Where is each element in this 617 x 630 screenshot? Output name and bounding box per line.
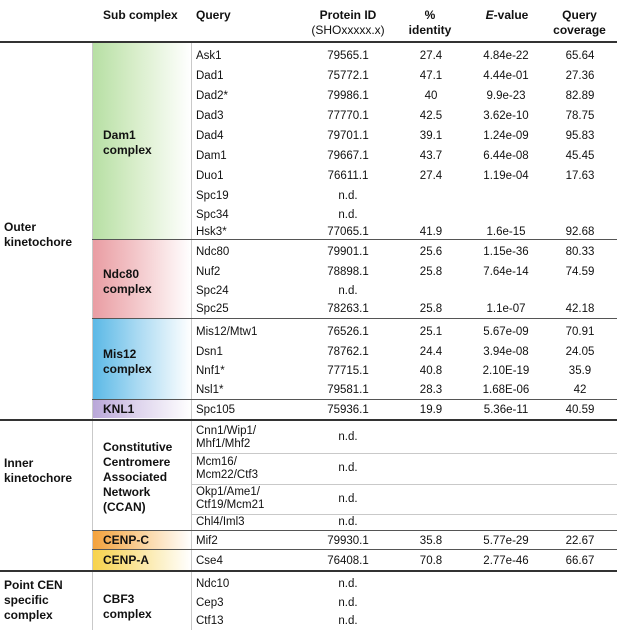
cell-protein-id: n.d.	[338, 577, 358, 590]
cell-coverage: 27.36	[565, 69, 595, 82]
cell-identity: 28.3	[419, 383, 443, 396]
cell-protein-id: n.d.	[338, 492, 358, 505]
cell-evalue: 4.44e-01	[483, 69, 529, 82]
cell-query: Spc25	[196, 303, 229, 315]
cell-evalue: 1.68E-06	[482, 383, 530, 396]
cell-query: Ask1	[196, 49, 222, 62]
cell-query: Mif2	[196, 534, 218, 547]
cell-evalue: 7.64e-14	[483, 265, 529, 278]
cell-query: Hsk3*	[196, 225, 227, 238]
cell-coverage: 45.45	[565, 149, 595, 162]
header-protein-id-label: Protein ID	[319, 8, 377, 22]
divider-knl1	[92, 399, 617, 400]
cell-query: Spc34	[196, 209, 229, 221]
cell-query: Dad2*	[196, 89, 228, 102]
cell-query: Ctf13	[196, 615, 224, 627]
cell-identity: 25.6	[419, 246, 443, 258]
cell-coverage: 42.18	[565, 303, 595, 315]
cell-protein-id: 75936.1	[327, 404, 369, 416]
header-query: Query	[196, 8, 231, 22]
cell-query: Duo1	[196, 169, 224, 182]
cell-query: Dam1	[196, 149, 227, 162]
cell-protein-id: 76611.1	[327, 169, 369, 182]
subcomplex-ccan: Constitutive Centromere Associated Network (CCAN)	[103, 440, 173, 514]
subcomplex-cbf3: CBF3 complex	[103, 592, 152, 621]
cell-query: Cse4	[196, 555, 223, 567]
subcomplex-ndc80: Ndc80 complex	[103, 267, 152, 296]
cell-identity: 41.9	[419, 225, 443, 238]
divider-cenp-a	[92, 549, 617, 550]
cell-query: Cep3	[196, 597, 224, 609]
cell-evalue: 5.77e-29	[483, 534, 529, 547]
cell-evalue: 1.24e-09	[483, 129, 529, 142]
subcomplex-cenp-c: CENP-C	[103, 533, 150, 547]
cell-identity: 40	[424, 89, 438, 102]
divider-ndc80	[92, 239, 617, 240]
cell-query: Spc24	[196, 285, 229, 297]
cell-coverage: 70.91	[565, 325, 595, 338]
cell-query: Chl4/Iml3	[196, 515, 245, 528]
cell-evalue: 6.44e-08	[483, 149, 529, 162]
header-evalue-rest: -value	[493, 8, 529, 22]
cell-identity: 40.8	[419, 365, 443, 377]
cell-protein-id: 78762.1	[327, 345, 369, 358]
cell-evalue: 3.62e-10	[483, 109, 529, 122]
cell-protein-id: 79565.1	[327, 49, 369, 62]
row-divider	[192, 453, 617, 454]
cell-identity: 70.8	[419, 555, 443, 567]
cell-query: Dsn1	[196, 345, 223, 358]
col-divider-group	[92, 43, 93, 630]
divider-cenp-c	[92, 530, 617, 531]
divider-outer-inner	[0, 419, 617, 421]
header-identity: % identity	[408, 8, 452, 37]
row-divider	[192, 484, 617, 485]
cell-coverage: 74.59	[565, 265, 595, 278]
cell-query: Nsl1*	[196, 383, 224, 396]
cell-query: Mis12/Mtw1	[196, 325, 258, 338]
group-point-cen: Point CEN specific complex	[4, 578, 63, 622]
subcomplex-dam1: Dam1 complex	[103, 128, 152, 157]
cell-query: Okp1/Ame1/ Ctf19/Mcm21	[196, 486, 265, 511]
cell-evalue: 5.67e-09	[483, 325, 529, 338]
cell-identity: 19.9	[419, 404, 443, 416]
cell-protein-id: 75772.1	[327, 69, 369, 82]
cell-protein-id: 79667.1	[327, 149, 369, 162]
col-divider-subcomplex	[191, 43, 192, 630]
cell-evalue: 2.77e-46	[483, 555, 529, 567]
cell-coverage: 92.68	[565, 225, 595, 238]
cell-query: Spc105	[196, 404, 236, 416]
cell-protein-id: n.d.	[338, 462, 358, 474]
cell-protein-id: n.d.	[338, 515, 358, 528]
cell-query: Dad4	[196, 129, 224, 142]
cell-query: Cnn1/Wip1/ Mhf1/Mhf2	[196, 424, 257, 450]
header-subcomplex: Sub complex	[103, 8, 178, 22]
header-coverage: Query coverage	[553, 8, 606, 37]
cell-identity: 25.8	[419, 303, 443, 315]
cell-coverage: 95.83	[565, 129, 595, 142]
cell-evalue: 5.36e-11	[483, 404, 529, 416]
cell-protein-id: 78898.1	[327, 265, 369, 278]
cell-protein-id: 78263.1	[327, 303, 369, 315]
cell-identity: 42.5	[419, 109, 443, 122]
cell-evalue: 9.9e-23	[486, 89, 526, 102]
cell-protein-id: 79701.1	[327, 129, 369, 142]
cell-query: Mcm16/ Mcm22/Ctf3	[196, 455, 258, 481]
cell-protein-id: 77770.1	[327, 109, 369, 122]
header-evalue-e: E	[485, 8, 494, 22]
header-evalue	[467, 8, 547, 23]
group-inner-kinetochore: Inner kinetochore	[4, 456, 73, 485]
cell-identity: 47.1	[419, 69, 443, 82]
subcomplex-mis12: Mis12 complex	[103, 347, 152, 376]
cell-query: Ndc10	[196, 577, 230, 590]
cell-coverage: 80.33	[565, 246, 595, 258]
cell-protein-id: n.d.	[338, 209, 358, 221]
cell-coverage: 78.75	[565, 109, 595, 122]
cell-evalue: 1.19e-04	[483, 169, 529, 182]
subcomplex-knl1: KNL1	[103, 402, 135, 416]
cell-evalue: 3.94e-08	[483, 345, 529, 358]
cell-identity: 43.7	[419, 149, 443, 162]
cell-coverage: 40.59	[565, 404, 595, 416]
cell-evalue: 4.84e-22	[483, 49, 529, 62]
cell-protein-id: 79930.1	[327, 534, 369, 547]
cell-query: Nuf2	[196, 265, 221, 278]
cell-coverage: 66.67	[565, 555, 595, 567]
cell-coverage: 65.64	[565, 49, 595, 62]
cell-identity: 24.4	[419, 345, 443, 358]
cell-coverage: 22.67	[565, 534, 595, 547]
cell-query: Dad1	[196, 69, 224, 82]
cell-protein-id: 77065.1	[327, 225, 369, 238]
header-protein-id-sub: (SHOxxxxx.x)	[311, 23, 385, 37]
cell-coverage: 24.05	[565, 345, 595, 358]
cell-evalue: 1.1e-07	[486, 303, 526, 315]
cell-protein-id: n.d.	[338, 597, 358, 609]
cell-identity: 27.4	[419, 169, 443, 182]
cell-coverage: 35.9	[568, 365, 592, 377]
cell-protein-id: 79986.1	[327, 89, 369, 102]
cell-coverage: 42	[573, 383, 587, 396]
cell-protein-id: 76526.1	[327, 325, 369, 338]
cell-query: Spc19	[196, 189, 229, 202]
divider-inner-point	[0, 570, 617, 572]
cell-coverage: 17.63	[565, 169, 595, 182]
cell-protein-id: 79581.1	[327, 383, 369, 396]
subcomplex-cenp-a: CENP-A	[103, 553, 150, 567]
divider-mis12	[92, 318, 617, 319]
cell-protein-id: n.d.	[338, 285, 358, 297]
cell-evalue: 1.6e-15	[486, 225, 526, 238]
header-protein-id	[298, 8, 398, 38]
cell-protein-id: n.d.	[338, 431, 358, 443]
cell-protein-id: n.d.	[338, 189, 358, 202]
cell-evalue: 2.10E-19	[482, 365, 530, 377]
cell-evalue: 1.15e-36	[483, 246, 529, 258]
cell-query: Nnf1*	[196, 365, 225, 377]
cell-identity: 27.4	[419, 49, 443, 62]
cell-protein-id: n.d.	[338, 615, 358, 627]
cell-query: Ndc80	[196, 246, 230, 258]
cell-identity: 39.1	[419, 129, 443, 142]
cell-identity: 35.8	[419, 534, 443, 547]
cell-identity: 25.8	[419, 265, 443, 278]
cell-coverage: 82.89	[565, 89, 595, 102]
cell-query: Dad3	[196, 109, 224, 122]
cell-identity: 25.1	[419, 325, 443, 338]
group-outer-kinetochore: Outer kinetochore	[4, 220, 73, 249]
cell-protein-id: 77715.1	[327, 365, 369, 377]
cell-protein-id: 79901.1	[327, 246, 369, 258]
cell-protein-id: 76408.1	[327, 555, 369, 567]
